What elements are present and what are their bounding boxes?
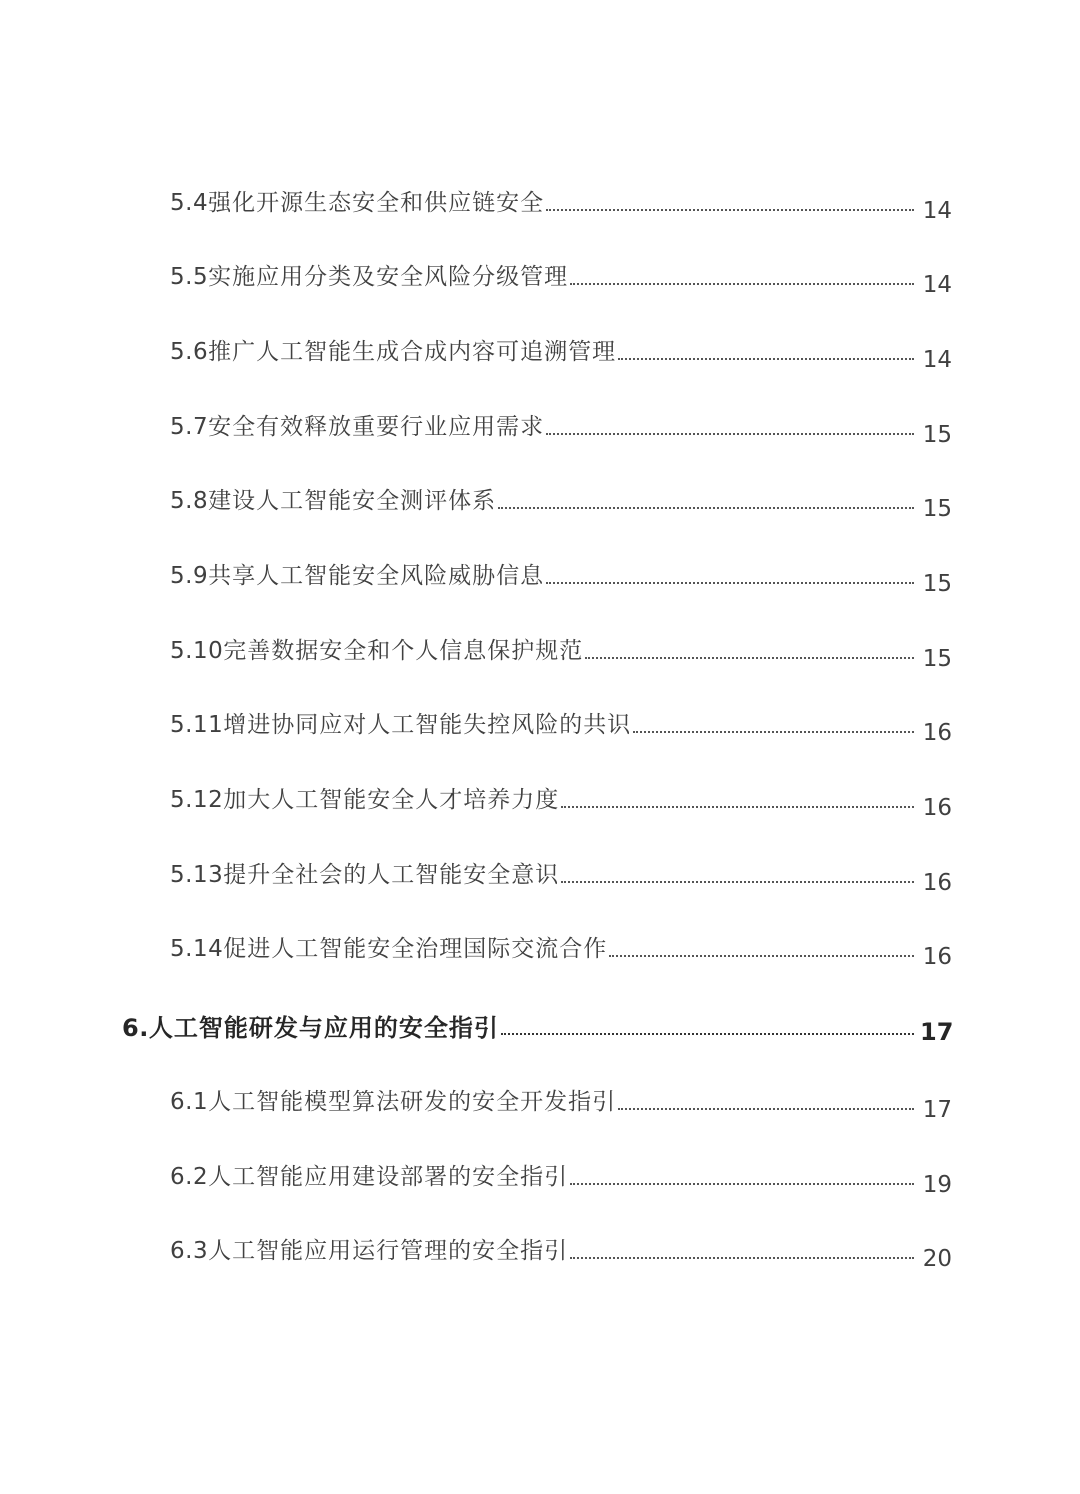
toc-entry-number: 5.12	[170, 787, 224, 813]
toc-entry-title: 安全有效释放重要行业应用需求	[208, 414, 545, 440]
toc-entry-page: 16	[922, 944, 952, 970]
toc-chapter-6	[122, 1008, 952, 1048]
toc-entry-6-3	[170, 1232, 952, 1272]
toc-entry-title: 促进人工智能安全治理国际交流合作	[223, 936, 608, 962]
toc-entry-page: 20	[922, 1246, 952, 1272]
toc-entry-page: 14	[922, 198, 952, 224]
toc-entry-number: 6.2	[170, 1164, 209, 1190]
dot-leader	[609, 954, 914, 957]
toc-entry-title: 增进协同应对人工智能失控风险的共识	[223, 712, 632, 738]
toc-entry-page: 14	[922, 347, 952, 373]
toc-entry-5-11	[170, 706, 952, 746]
toc-entry-page: 15	[922, 571, 952, 597]
toc-entry-title: 建设人工智能安全测评体系	[208, 488, 497, 514]
toc-entry-5-9	[170, 557, 952, 597]
toc-entry-title: 人工智能应用运行管理的安全指引	[208, 1238, 569, 1264]
dot-leader	[570, 282, 914, 285]
dot-leader	[561, 880, 914, 883]
toc-entry-number: 5.13	[170, 862, 224, 888]
toc-entry-5-4	[170, 184, 952, 224]
toc-entry-number: 6.	[122, 1014, 149, 1042]
toc-entry-5-13	[170, 856, 952, 896]
dot-leader	[570, 1256, 914, 1259]
toc-entry-5-14	[170, 930, 952, 970]
toc-entry-number: 5.7	[170, 414, 209, 440]
toc-entry-title: 实施应用分类及安全风险分级管理	[208, 264, 569, 290]
toc-entry-page: 15	[922, 422, 952, 448]
toc-entry-5-8	[170, 482, 952, 522]
dot-leader	[618, 1107, 914, 1110]
toc-entry-5-7	[170, 408, 952, 448]
toc-entry-number: 5.8	[170, 488, 209, 514]
toc-entry-page: 19	[922, 1172, 952, 1198]
dot-leader	[498, 506, 914, 509]
toc-entry-number: 5.5	[170, 264, 209, 290]
toc-entry-5-10	[170, 632, 952, 672]
toc-entry-number: 5.14	[170, 936, 224, 962]
toc-entry-number: 5.4	[170, 190, 209, 216]
toc-entry-title: 共享人工智能安全风险威胁信息	[208, 563, 545, 589]
toc-entry-page: 17	[920, 1018, 954, 1046]
dot-leader	[585, 656, 914, 659]
toc-entry-page: 15	[922, 496, 952, 522]
toc-entry-title: 人工智能研发与应用的安全指引	[148, 1014, 499, 1042]
toc-entry-title: 强化开源生态安全和供应链安全	[208, 190, 545, 216]
dot-leader	[546, 208, 914, 211]
toc-entry-number: 6.3	[170, 1238, 209, 1264]
toc-entry-title: 加大人工智能安全人才培养力度	[223, 787, 560, 813]
toc-entry-number: 5.9	[170, 563, 209, 589]
toc-entry-6-2	[170, 1158, 952, 1198]
dot-leader	[501, 1032, 914, 1035]
toc-entry-number: 5.6	[170, 339, 209, 365]
toc-entry-page: 16	[922, 795, 952, 821]
toc-entry-page: 15	[922, 646, 952, 672]
toc-entry-number: 5.11	[170, 712, 224, 738]
toc-entry-title: 人工智能模型算法研发的安全开发指引	[208, 1089, 617, 1115]
toc-entry-title: 推广人工智能生成合成内容可追溯管理	[208, 339, 617, 365]
toc-entry-5-5	[170, 258, 952, 298]
toc-entry-page: 16	[922, 720, 952, 746]
toc-entry-title: 提升全社会的人工智能安全意识	[223, 862, 560, 888]
toc-entry-6-1	[170, 1083, 952, 1123]
toc-entry-title: 人工智能应用建设部署的安全指引	[208, 1164, 569, 1190]
toc-entry-5-12	[170, 781, 952, 821]
dot-leader	[570, 1182, 914, 1185]
toc-entry-page: 14	[922, 272, 952, 298]
toc-entry-number: 6.1	[170, 1089, 209, 1115]
toc-entry-5-6	[170, 333, 952, 373]
dot-leader	[546, 581, 914, 584]
toc-entry-number: 5.10	[170, 638, 224, 664]
dot-leader	[618, 357, 914, 360]
dot-leader	[546, 432, 914, 435]
toc-entry-title: 完善数据安全和个人信息保护规范	[223, 638, 584, 664]
dot-leader	[633, 730, 914, 733]
dot-leader	[561, 805, 914, 808]
toc-entry-page: 16	[922, 870, 952, 896]
toc-entry-page: 17	[922, 1097, 952, 1123]
